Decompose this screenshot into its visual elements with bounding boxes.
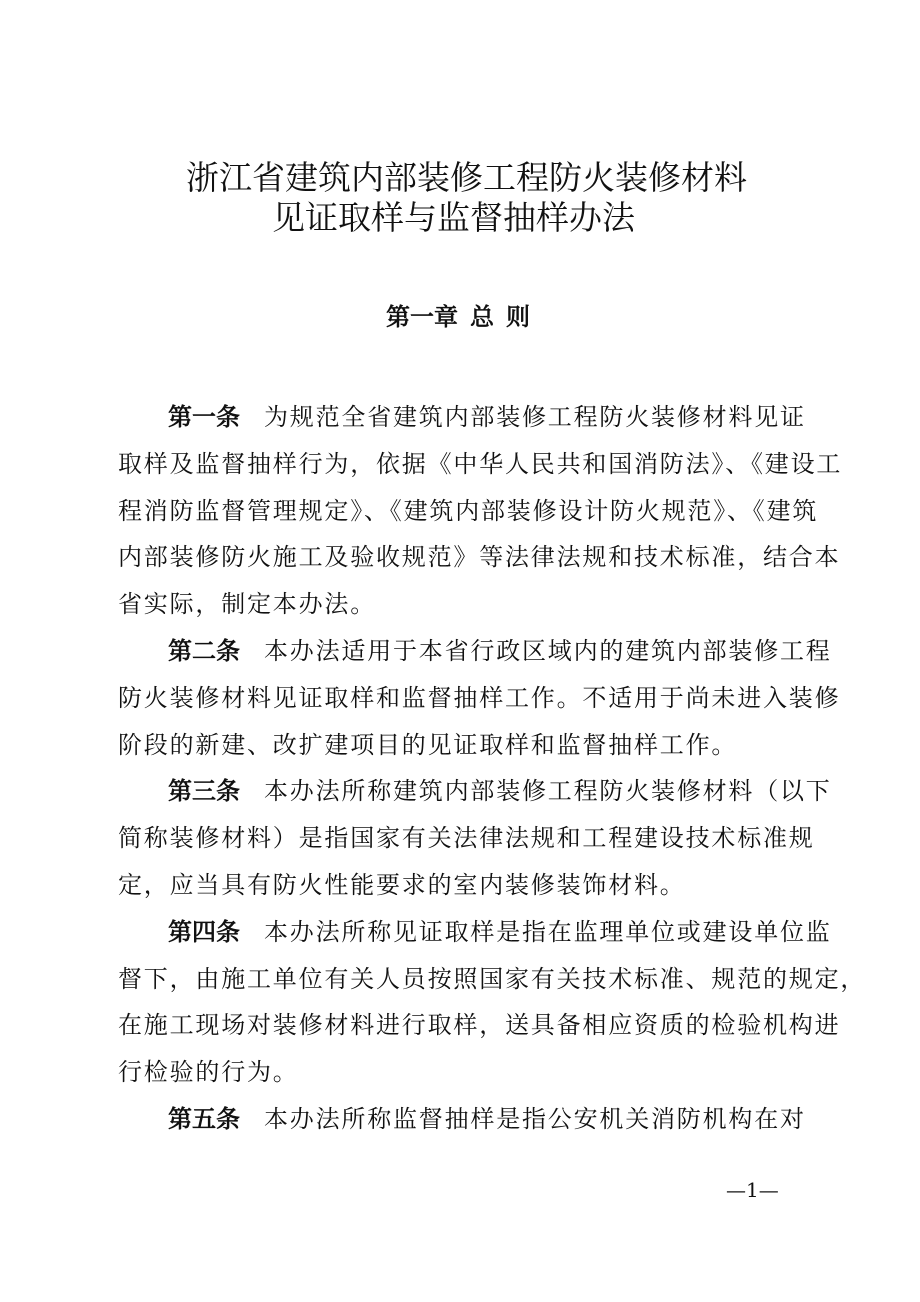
article-label: 第四条 — [168, 917, 240, 946]
article-4 — [118, 909, 867, 1096]
article-line — [118, 1096, 804, 1143]
article-line: 程消防监督管理规定》、《建筑内部装修设计防火规范》、《建筑 — [118, 496, 819, 525]
chapter-heading — [386, 301, 530, 333]
article-text: 本办法适用于本省行政区域内的建筑内部装修工程 — [264, 636, 832, 665]
article-line: 简称装修材料）是指国家有关法律法规和工程建设技术标准规 — [118, 824, 815, 853]
article-line: 省实际，制定本办法。 — [118, 590, 376, 619]
article-label: 第一条 — [168, 403, 240, 431]
article-text: 为规范全省建筑内部装修工程防火装修材料见证 — [264, 403, 806, 431]
chapter-title-word-1: 总 — [470, 303, 494, 331]
article-1 — [118, 394, 843, 628]
article-label: 第五条 — [168, 1104, 240, 1133]
article-line: 内部装修防火施工及验收规范》等法律法规和技术标准，结合本 — [118, 543, 841, 572]
article-5 — [118, 1096, 804, 1143]
article-3 — [118, 768, 832, 908]
article-line: 督下，由施工单位有关人员按照国家有关技术标准、规范的规定， — [118, 964, 867, 993]
document-body — [118, 394, 867, 1143]
page-number: —1— — [726, 1178, 779, 1202]
article-line: 取样及监督抽样行为，依据《中华人民共和国消防法》、《建设工 — [118, 449, 843, 478]
article-text: 本办法所称见证取样是指在监理单位或建设单位监 — [264, 917, 832, 946]
article-line — [118, 628, 832, 675]
article-text: 本办法所称建筑内部装修工程防火装修材料（以下 — [264, 777, 832, 806]
chapter-title-word-2: 则 — [506, 303, 530, 331]
article-line — [118, 768, 832, 815]
document-title-line-2: 见证取样与监督抽样办法 — [272, 198, 635, 237]
article-text: 本办法所称监督抽样是指公安机关消防机构在对 — [264, 1104, 806, 1133]
document-title-line-1: 浙江省建筑内部装修工程防火装修材料 — [186, 158, 747, 197]
article-line — [118, 394, 804, 441]
article-line: 行检验的行为。 — [118, 1058, 299, 1087]
article-line: 防火装修材料见证取样和监督抽样工作。不适用于尚未进入装修 — [118, 683, 841, 712]
article-line: 在施工现场对装修材料进行取样，送具备相应资质的检验机构进 — [118, 1011, 841, 1040]
chapter-number: 第一章 — [386, 303, 458, 331]
article-line: 定，应当具有防火性能要求的室内装修装饰材料。 — [118, 870, 686, 899]
article-line: 阶段的新建、改扩建项目的见证取样和监督抽样工作。 — [118, 730, 738, 759]
article-label: 第二条 — [168, 636, 240, 665]
article-2 — [118, 628, 841, 768]
article-label: 第三条 — [168, 777, 240, 806]
article-line — [118, 909, 832, 956]
